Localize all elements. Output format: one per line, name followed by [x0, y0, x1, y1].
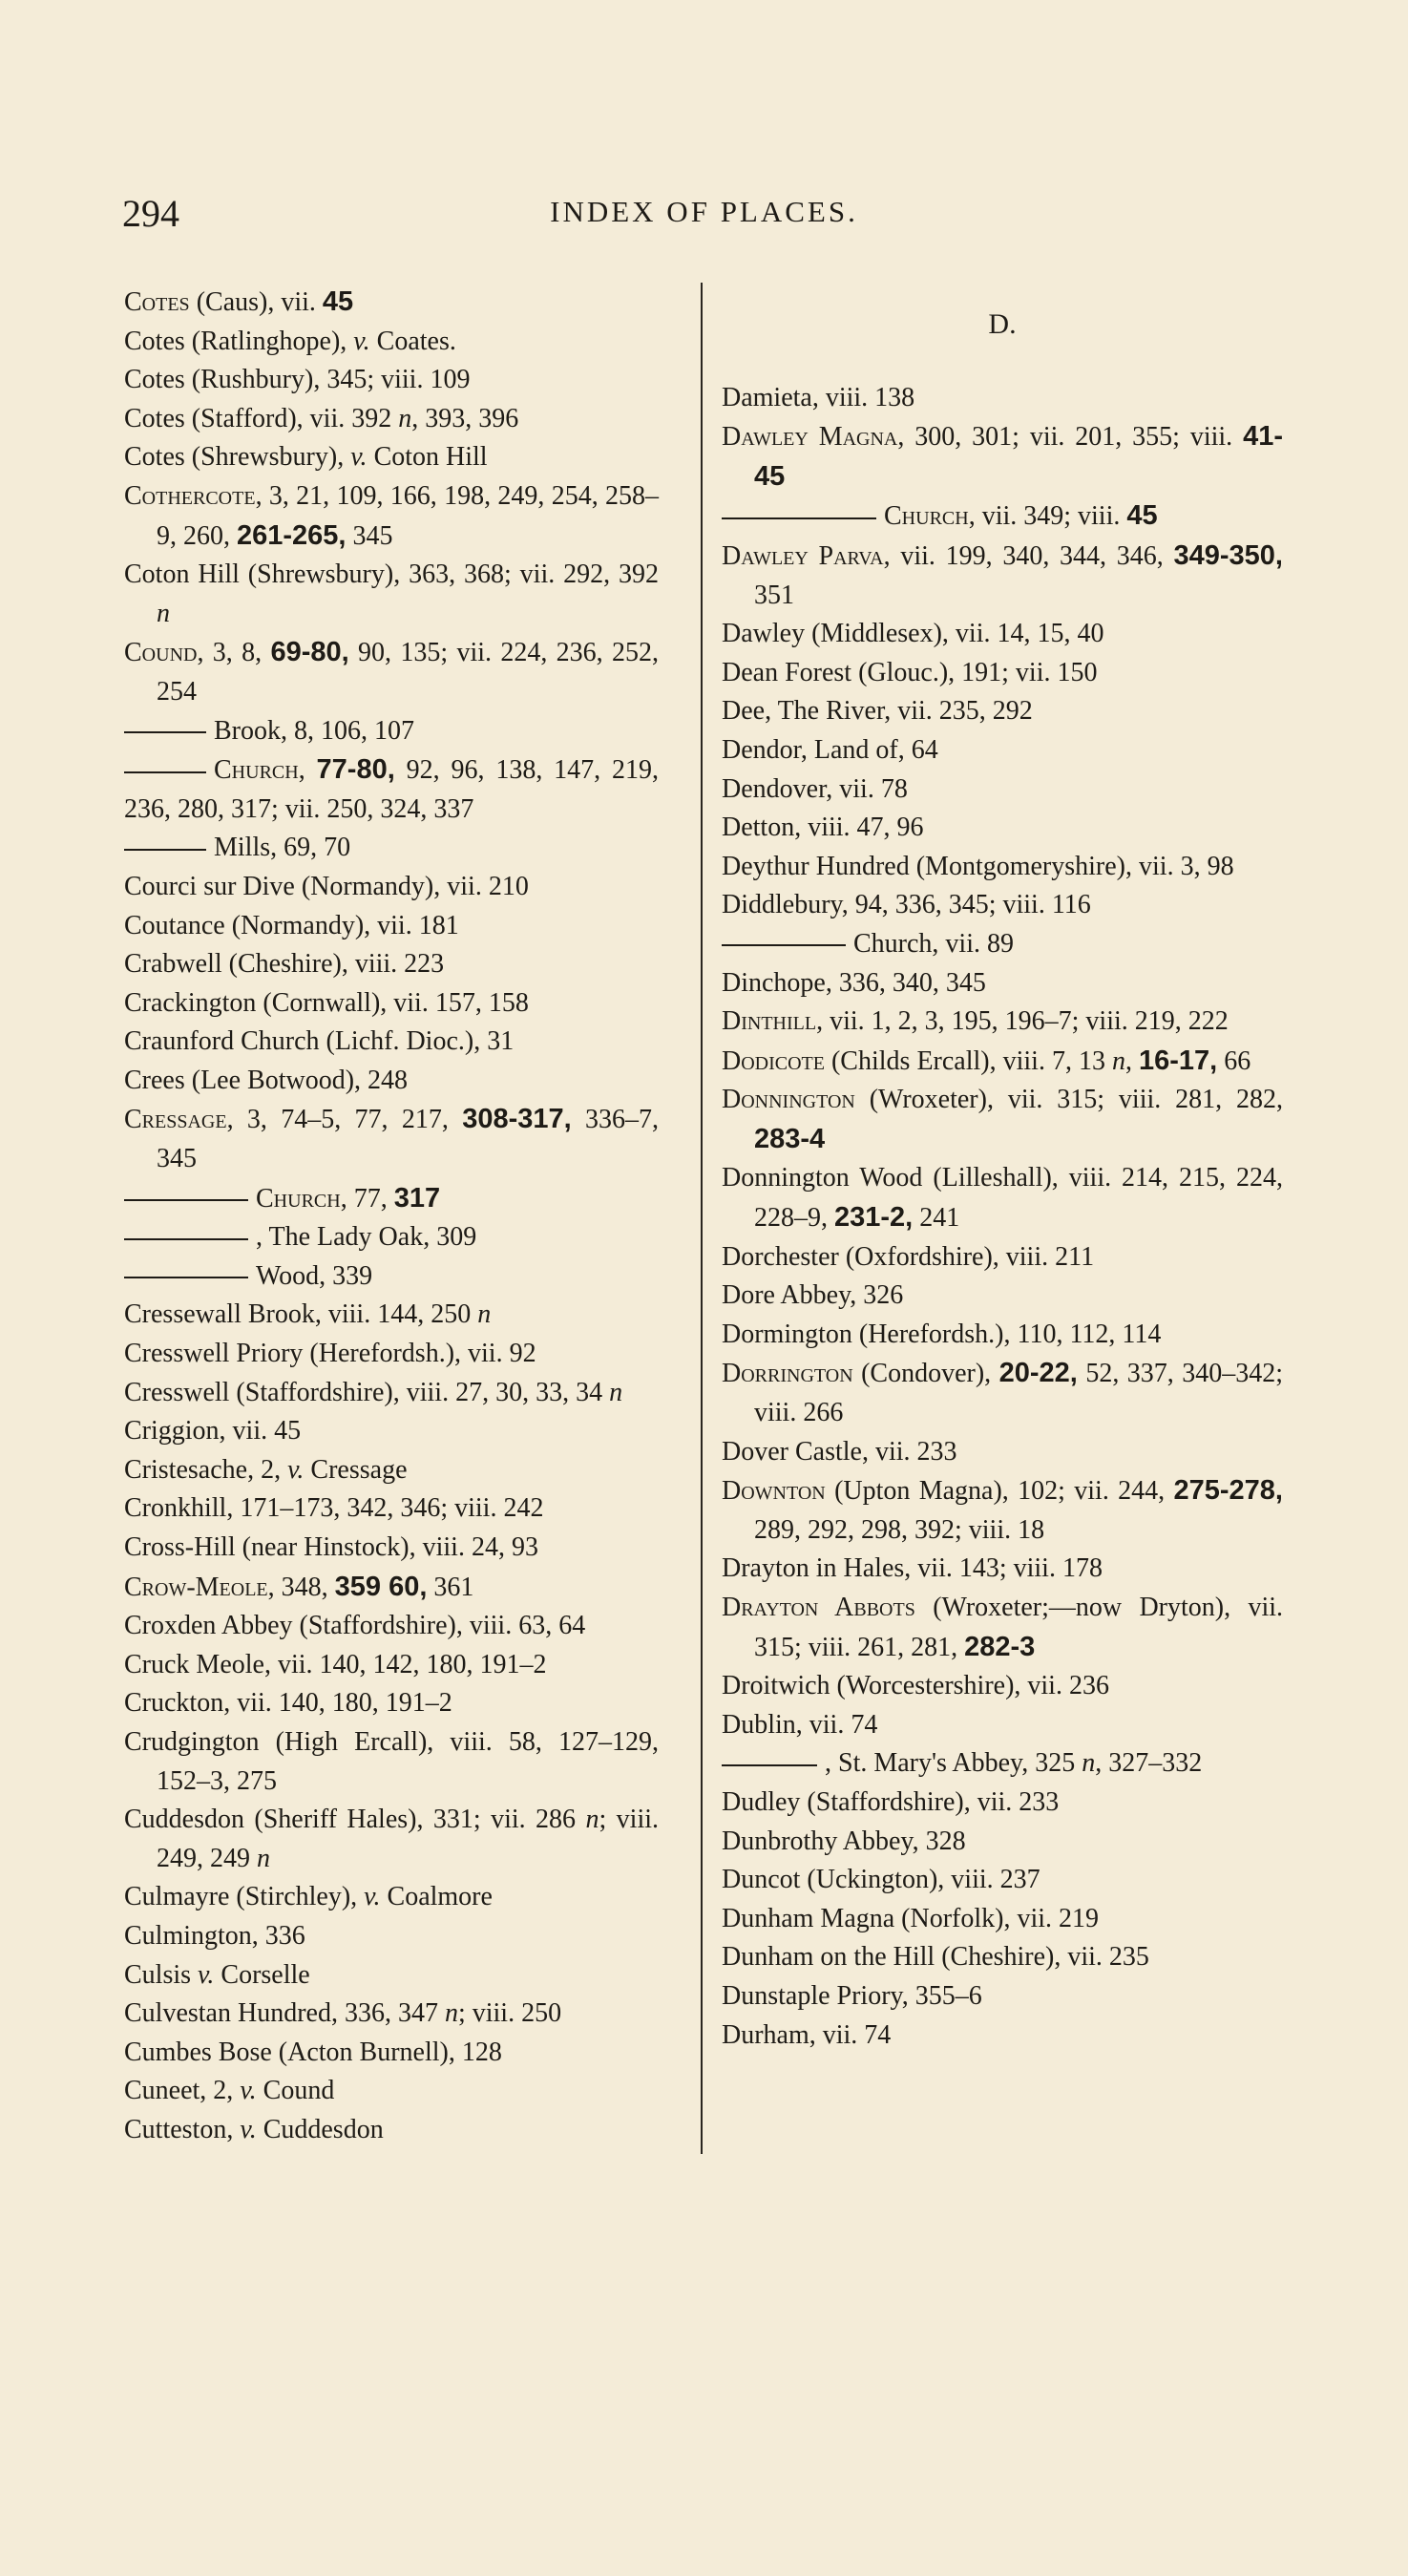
index-entry: Cotes (Caus), vii. 45 — [124, 286, 354, 317]
index-entry: Cruckton, vii. 140, 180, 191–2 — [124, 1688, 452, 1719]
index-subentry: Wood, 339 — [124, 1257, 659, 1297]
index-subentry: , St. Mary's Abbey, 325 n, 327–332 — [722, 1744, 1283, 1784]
index-entry: Dawley Magna, 300, 301; vii. 201, 355; viii. 41-45 — [722, 421, 1283, 492]
index-entry: Damieta, viii. 138 — [722, 382, 915, 412]
running-title: INDEX OF PLACES. — [550, 195, 858, 228]
index-entry: Craunford Church (Lichf. Dioc.), 31 — [124, 1026, 515, 1057]
index-entry: Cressewall Brook, viii. 144, 250 n — [124, 1299, 492, 1330]
page-number: 294 — [122, 192, 179, 235]
index-entry: Courci sur Dive (Normandy), vii. 210 — [124, 871, 529, 901]
index-entry: Cressage, 3, 74–5, 77, 217, 308-317, 336–7, 345 — [124, 1104, 660, 1174]
index-entry: Cuddesdon (Sheriff Hales), 331; vii. 286 n; viii. 249, 249 n — [124, 1805, 659, 1873]
index-entry: Croxden Abbey (Staffordshire), viii. 63, 64 — [124, 1611, 586, 1641]
index-entry: Cruck Meole, vii. 140, 142, 180, 191–2 — [124, 1649, 547, 1679]
index-entry: Dawley Parva, vii. 199, 340, 344, 346, 349-350, 351 — [722, 539, 1283, 610]
index-entry: Dee, The River, vii. 235, 292 — [722, 696, 1033, 727]
index-entry: Dendover, vii. 78 — [722, 773, 908, 804]
index-entry: Droitwich (Worcestershire), vii. 236 — [722, 1671, 1109, 1701]
index-entry: Cristesache, 2, v. Cressage — [124, 1454, 408, 1485]
index-entry: Dinchope, 336, 340, 345 — [722, 967, 986, 998]
index-entry: Donnington (Wroxeter), vii. 315; viii. 281, 282, 283-4 — [722, 1085, 1283, 1154]
index-entry: Crudgington (High Ercall), viii. 58, 127–129, 152–3, 275 — [124, 1726, 659, 1796]
index-entry: Donnington Wood (Lilleshall), viii. 214, 215, 224, 228–9, 231-2, 241 — [722, 1163, 1283, 1234]
index-entry: Durham, vii. 74 — [722, 2019, 892, 2050]
index-entry: Cuneet, 2, v. Cound — [124, 2076, 335, 2106]
index-entry: Cotes (Rushbury), 345; viii. 109 — [124, 365, 471, 395]
index-entry: Dunstaple Priory, 355–6 — [722, 1980, 982, 2011]
index-entry: Dinthill, vii. 1, 2, 3, 195, 196–7; viii. 219, 222 — [722, 1006, 1229, 1037]
index-entry: Criggion, vii. 45 — [124, 1416, 302, 1446]
index-subentry: Church, 77, 317 — [124, 1179, 659, 1219]
section-letter: D. — [988, 308, 1017, 340]
index-entry: Duncot (Uckington), viii. 237 — [722, 1865, 1040, 1895]
index-subentry: Mills, 69, 70 — [124, 829, 659, 868]
index-entry: Cronkhill, 171–173, 342, 346; viii. 242 — [124, 1493, 544, 1524]
index-entry: Culsis v. Corselle — [124, 1959, 310, 1990]
index-subentry: Church, vii. 349; viii. 45 — [722, 496, 1283, 537]
index-entry: Culmington, 336 — [124, 1920, 305, 1951]
index-entry: Dunham Magna (Norfolk), vii. 219 — [722, 1903, 1100, 1933]
index-entry: Cotes (Ratlinghope), v. Coates. — [124, 326, 456, 356]
index-entry: Cresswell (Staffordshire), viii. 27, 30, 33, 34 n — [124, 1377, 623, 1407]
index-entry: Drayton Abbots (Wroxeter;—now Dryton), vii. 315; viii. 261, 281, 282-3 — [722, 1593, 1283, 1662]
index-entry: Cross-Hill (near Hinstock), viii. 24, 93 — [124, 1532, 538, 1562]
index-entry: Dean Forest (Glouc.), 191; vii. 150 — [722, 657, 1098, 687]
index-entry: Cresswell Priory (Herefordsh.), vii. 92 — [124, 1339, 536, 1369]
index-entry: Dorrington (Condover), 20-22, 52, 337, 340–342; viii. 266 — [722, 1358, 1283, 1428]
index-subentry: Brook, 8, 106, 107 — [124, 712, 659, 751]
index-entry: Crabwell (Cheshire), viii. 223 — [124, 949, 445, 980]
index-entry: Drayton in Hales, vii. 143; viii. 178 — [722, 1553, 1103, 1584]
index-entry: Dawley (Middlesex), vii. 14, 15, 40 — [722, 619, 1104, 649]
index-entry: Dublin, vii. 74 — [722, 1709, 878, 1740]
index-subentry: , The Lady Oak, 309 — [124, 1218, 659, 1257]
index-entry: Cotes (Shrewsbury), v. Coton Hill — [124, 442, 488, 473]
index-entry: Deythur Hundred (Montgomeryshire), vii. 3, 98 — [722, 851, 1234, 881]
index-entry: Dendor, Land of, 64 — [722, 734, 938, 765]
index-entry: Culmayre (Stirchley), v. Coalmore — [124, 1882, 493, 1912]
left-column — [124, 283, 659, 2150]
index-entry: Cutteston, v. Cuddesdon — [124, 2114, 384, 2144]
index-entry: Downton (Upton Magna), 102; vii. 244, 275-278, 289, 292, 298, 392; viii. 18 — [722, 1475, 1283, 1545]
index-entry: Dorchester (Oxfordshire), viii. 211 — [722, 1241, 1095, 1272]
index-entry: Cound, 3, 8, 69-80, 90, 135; vii. 224, 236, 252, 254 — [124, 637, 660, 707]
index-entry: Dunham on the Hill (Cheshire), vii. 235 — [722, 1942, 1149, 1973]
index-entry: Dunbrothy Abbey, 328 — [722, 1826, 966, 1856]
index-entry: Culvestan Hundred, 336, 347 n; viii. 250 — [124, 1998, 562, 2029]
index-entry: Cothercote, 3, 21, 109, 166, 198, 249, 254, 258–9, 260, 261-265, 345 — [124, 480, 659, 551]
index-subentry: Church, vii. 89 — [722, 925, 1283, 964]
index-entry: Crees (Lee Botwood), 248 — [124, 1065, 409, 1095]
index-entry: Cumbes Bose (Acton Burnell), 128 — [124, 2037, 502, 2067]
index-entry: Coton Hill (Shrewsbury), 363, 368; vii. 292, 392 n — [124, 560, 659, 628]
index-entry: Dore Abbey, 326 — [722, 1280, 904, 1311]
index-entry: Detton, viii. 47, 96 — [722, 813, 924, 843]
index-subentry: Church, 77-80, 92, 96, 138, 147, 219, 236, 280, 317; vii. 250, 324, 337 — [124, 754, 660, 824]
index-entry: Coutance (Normandy), vii. 181 — [124, 910, 459, 940]
index-entry: Diddlebury, 94, 336, 345; viii. 116 — [722, 890, 1091, 920]
column-divider — [701, 283, 703, 2154]
index-entry: Cotes (Stafford), vii. 392 n, 393, 396 — [124, 403, 519, 433]
index-entry: Dover Castle, vii. 233 — [722, 1436, 957, 1467]
right-column — [722, 283, 1283, 2055]
index-entry: Crow-Meole, 348, 359 60, 361 — [124, 1571, 474, 1602]
index-entry: Dudley (Staffordshire), vii. 233 — [722, 1786, 1060, 1817]
index-entry: Dodicote (Childs Ercall), viii. 7, 13 n, 16-17, 66 — [722, 1045, 1251, 1076]
index-entry: Crackington (Cornwall), vii. 157, 158 — [124, 987, 529, 1018]
index-entry: Dormington (Herefordsh.), 110, 112, 114 — [722, 1319, 1162, 1349]
